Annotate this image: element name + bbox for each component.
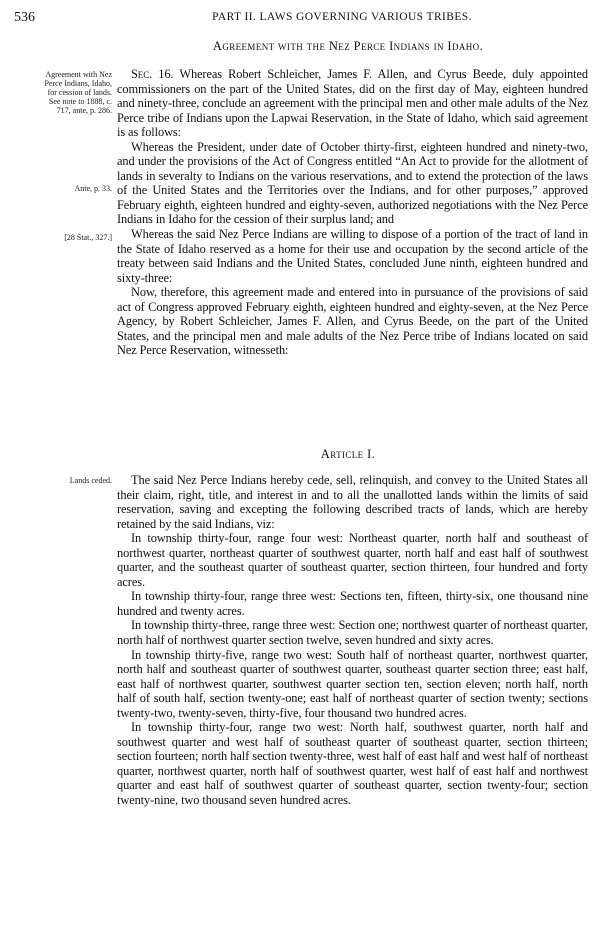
sidenote-line: Perce Indians, Idaho, [44,79,112,88]
sidenote-statute [4,233,112,242]
article-paragraph: In township thirty-three, range three west: Section one; northwest quarter of northeast quarter, north half of northwest quarter section twelve, seven hundred and sixty acres. [117,618,588,648]
running-title: PART II. LAWS GOVERNING VARIOUS TRIBES. [212,11,472,23]
article-paragraph: In township thirty-four, range three west: Sections ten, fifteen, thirty-six, one thousand nine hundred and twenty acres. [117,589,588,618]
section-paragraph: Now, therefore, this agreement made and entered into in pursuance of the provisions of said act of Congress approved February eighth, eighteen hundred and eighty-seven, at the Nez Perce Agency, by Robert Schleicher, James F. Allen, and Cyrus Beede, on the part of the United States, and the principal men and male adults of the Nez Perce tribe of Indians located on said Nez Perce Reservation, witnesseth: [117,285,588,358]
sidenote-line: See note to 1888, c. [48,97,112,106]
section-paragraph: Whereas the said Nez Perce Indians are willing to dispose of a portion of the tract of land in the State of Idaho reserved as a home for their use and occupation by the second article of the treaty between said Indians and the United States, concluded June ninth, eighteen hundred and sixty-three: [117,227,588,285]
section-paragraph-text: Whereas Robert Schleicher, James F. Allen, and Cyrus Beede, duly appointed commissioners on the part of the United States, did on the first day of May, eighteen hundred and ninety-three, conclude an agreement with the principal men and other male adults of the Nez Perce tribe of Indians upon the Lapwai Reservation, in the State of Idaho, which said agreement is as follows: [117,67,588,140]
sidenote-lands-ceded [4,476,112,485]
article-heading: Article I. [320,447,376,461]
sidenote-line: 717, ante, p. 286. [56,106,112,115]
agreement-title: Agreement with the Nez Perce Indians in Idaho. [212,39,484,53]
sidenote-line: [28 Stat., 327.] [64,233,112,242]
page-number: 536 [14,10,35,25]
article-paragraph: In township thirty-four, range two west: North half, southwest quarter, north half and southwest quarter and west half of southeast quarter of southeast quarter, section thirteen; section fourteen; north half section twenty-three, west half of east half and west half of northeast quarter, northwest quarter, north half of southwest quarter, west half of east half and northwest quarter and east half of southwest quarter of southeast quarter, section twenty-four; section twenty-nine, two thousand seven hundred acres. [117,720,588,808]
article-paragraph: In township thirty-five, range two west: South half of northeast quarter, northwest quarter, north half and southeast quarter of southwest quarter, southeast quarter section three; east half, east half of northwest quarter, southwest quarter section ten, section eleven; north half, north half of south half, section twenty-one; east half of northeast quarter of section twenty; sections twenty-two, twenty-seven, thirty-five, four thousand two hundred acres. [117,647,588,720]
running-header [14,10,586,26]
sidenote-ante [4,184,112,193]
sidenote-line: for cession of lands. [47,88,112,97]
section-paragraph: Whereas the President, under date of October thirty-first, eighteen hundred and ninety-two, and under the provisions of the Act of Congress entitled “An Act to provide for the allotment of lands in severalty to Indians on the various reservations, and to extend the protection of the laws of the United States and the Territories over the Indians, and for other purposes,” approved February eighth, eighteen hundred and eighty-seven, authorized negotiations with the Nez Perce Indians in Idaho for the cession of their surplus land; and [117,139,588,227]
article-1-body [117,473,588,808]
section-16-body [117,67,588,358]
section-paragraph [117,67,588,140]
article-paragraph: The said Nez Perce Indians hereby cede, sell, relinquish, and convey to the United States all their claim, right, title, and interest in and to all the unallotted lands within the limits of said reservation, saving and excepting the following described tracts of lands, which are hereby retained by the said Indians, viz: [117,473,588,531]
sidenote-line: Lands ceded. [69,476,112,485]
sidenote-agreement [4,70,112,115]
sidenote-line: Agreement with Nez [45,70,112,79]
section-label: Sec. 16. [131,67,174,81]
sidenote-line: Ante, p. 33. [74,184,112,193]
article-paragraph: In township thirty-four, range four west: Northeast quarter, north half and southeast of northwest quarter, northeast quarter of southwest quarter, north half and east half of southwest quarter, and the southeast quarter of southeast quarter, section thirteen, four hundred and forty acres. [117,531,588,589]
